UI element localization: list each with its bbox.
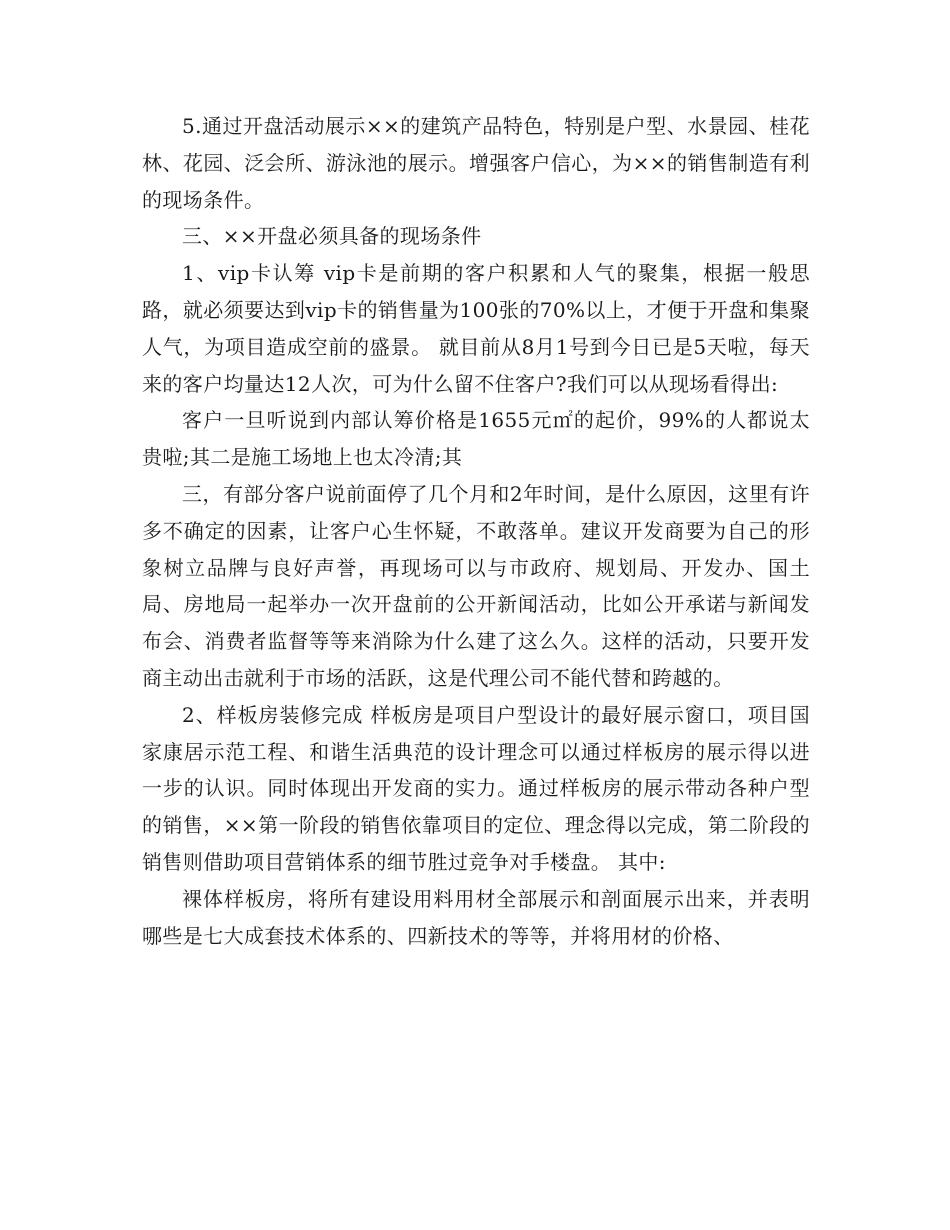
- section-heading-site-conditions: 三、××开盘必须具备的现场条件: [182, 224, 482, 249]
- paragraph-customer-feedback: 客户一旦听说到内部认筹价格是1655元㎡的起价，99%的人都说太贵啦;其二是施工场地上也太冷清;其: [142, 408, 810, 470]
- paragraph-vip-card: 1、vip卡认筹 vip卡是前期的客户积累和人气的聚集，根据一般思路，就必须要达到vip卡的销售量为100张的70%以上，才便于开盘和集聚人气，为项目造成空前的盛景。 就目前从8月1号到今日已是5天啦，每天来的客户均量达12人次，可为什么留不住客户?我们可以从现场看得出:: [142, 261, 810, 396]
- document-body: [142, 108, 810, 954]
- paragraph-bare-show-room: 裸体样板房，将所有建设用料用材全部展示和剖面展示出来，并表明哪些是七大成套技术体系的、四新技术的等等，并将用材的价格、: [142, 886, 810, 948]
- paragraph-show-room: 2、样板房装修完成 样板房是项目户型设计的最好展示窗口，项目国家康居示范工程、和谐生活典范的设计理念可以通过样板房的展示得以进一步的认识。同时体现出开发商的实力。通过样板房的展示带动各种户型的销售，××第一阶段的销售依靠项目的定位、理念得以完成，第二阶段的销售则借助项目营销体系的细节胜过竞争对手楼盘。 其中:: [142, 702, 810, 874]
- paragraph-product-showcase: 5.通过开盘活动展示××的建筑产品特色，特别是户型、水景园、桂花林、花园、泛会所、游泳池的展示。增强客户信心，为××的销售制造有利的现场条件。: [142, 114, 810, 212]
- paragraph-third-point: 三，有部分客户说前面停了几个月和2年时间，是什么原因，这里有许多不确定的因素，让客户心生怀疑，不敢落单。建议开发商要为自己的形象树立品牌与良好声誉，再现场可以与市政府、规划局、开发办、国土局、房地局一起举办一次开盘前的公开新闻活动，比如公开承诺与新闻发布会、消费者监督等等来消除为什么建了这么久。这样的活动，只要开发商主动出击就利于市场的活跃，这是代理公司不能代替和跨越的。: [142, 481, 810, 690]
